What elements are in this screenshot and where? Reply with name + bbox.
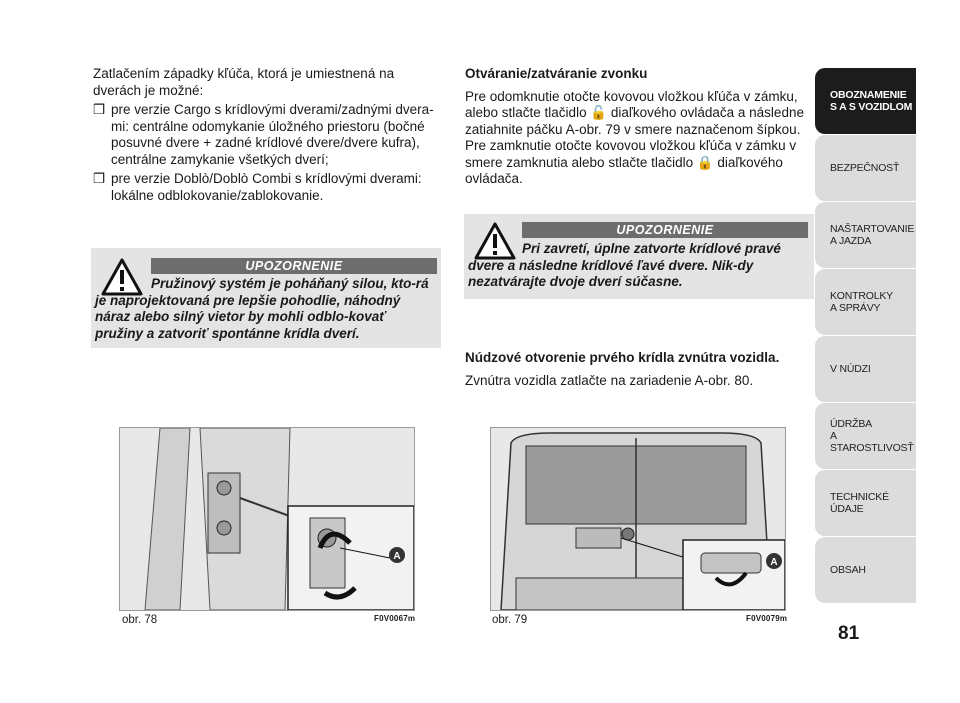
bullet-item [93, 171, 443, 204]
tab-label: ÚDRŽBA A STAROSTLIVOSŤ [830, 418, 914, 454]
figure-label: obr. 79 [492, 614, 528, 626]
section-heading: Núdzové otvorenie prvého krídla zvnútra vozidla. [465, 350, 780, 365]
tab-label: TECHNICKÉ ÚDAJE [830, 491, 889, 515]
figure-marker-a: A [393, 551, 401, 562]
tab-label: V NÚDZI [830, 363, 871, 375]
tab-technicke-udaje[interactable] [815, 470, 916, 536]
bullet-box-icon: ❒ [93, 102, 106, 117]
tab-v-nudzi[interactable] [815, 336, 916, 402]
door-hinge-illustration [120, 428, 414, 610]
tab-obsah[interactable] [815, 537, 916, 603]
chapter-tabs [815, 68, 916, 604]
tab-label: BEZPEČNOSŤ [830, 162, 900, 174]
tab-bezpecnost[interactable] [815, 135, 916, 201]
section-heading: Otváranie/zatváranie zvonku [465, 66, 648, 81]
figure-code: F0V0079m [746, 614, 788, 623]
bullet-text: pre verzie Doblò/Doblò Combi s krídlovými dverami: lokálne odblokovanie/zablokovanie. [111, 171, 422, 203]
paragraph: Zvnútra vozidla zatlačte na zariadenie A-obr. 80. [465, 372, 754, 388]
paragraph: Pre odomknutie otočte kovovou vložkou kľúča v zámku, alebo stlačte tlačidlo 🔓 diaľkového ovládača a následne zatiahnite páčku A-obr. 79 v smere naznačenom šípkou. Pre zamknutie otočte kovovou vložkou kľúča v zámku v smere zamknutia alebo stlačte tlačidlo 🔒 diaľkového ovládača. [465, 88, 804, 186]
warning-title: UPOZORNENIE [522, 222, 808, 238]
tab-nastartovanie[interactable] [815, 202, 916, 268]
intro-paragraph: Zatlačením západky kľúča, ktorá je umiestnená na dverách je možné: [93, 66, 395, 98]
bullet-text: pre verzie Cargo s krídlovými dverami/zadnými dvera-mi: centrálne odomykanie úložného priestoru (bočné posuvné dvere + zadné krídlové dvere/dvere kufra), centrálne zamykanie všetkých dverí; [111, 102, 434, 167]
figure-label: obr. 78 [122, 614, 158, 626]
van-rear-doors-illustration [491, 428, 785, 610]
warning-text: Pri zavretí, úplne zatvorte krídlové pravé dvere a následne krídlové ľavé dvere. Nik-dy nezatvárajte dvoje dverí súčasne. [468, 241, 781, 289]
right-text-block-2 [465, 350, 812, 389]
warning-text: Pružinový systém je poháňaný silou, kto-rá je naprojektovaná pre lepšie pohodlie, náhodný náraz alebo silný vietor by mohli odblo-kovať pružiny a zatvoriť spontánne krídla dverí. [95, 276, 429, 341]
tab-label: NAŠTARTOVANIE A JAZDA [830, 223, 915, 247]
tab-label: KONTROLKY A SPRÁVY [830, 290, 893, 314]
page-number: 81 [838, 623, 860, 644]
warning-box-left [91, 248, 441, 348]
right-text-block [465, 66, 812, 188]
tab-label: OBOZNAMENIE S A S VOZIDLOM [830, 89, 913, 113]
bullet-box-icon: ❒ [93, 171, 106, 186]
bullet-item [93, 102, 443, 168]
figure-code: F0V0067m [374, 614, 416, 623]
warning-box-right [464, 214, 814, 299]
tab-label: OBSAH [830, 564, 866, 576]
tab-kontrolky[interactable] [815, 269, 916, 335]
tab-udrzba[interactable] [815, 403, 916, 469]
figure-78-image [119, 427, 415, 611]
figure-marker-a: A [770, 557, 778, 568]
figure-79-image [490, 427, 786, 611]
left-text-block [93, 66, 443, 204]
tab-oboznamenie[interactable] [815, 68, 916, 134]
warning-title: UPOZORNENIE [151, 258, 437, 274]
